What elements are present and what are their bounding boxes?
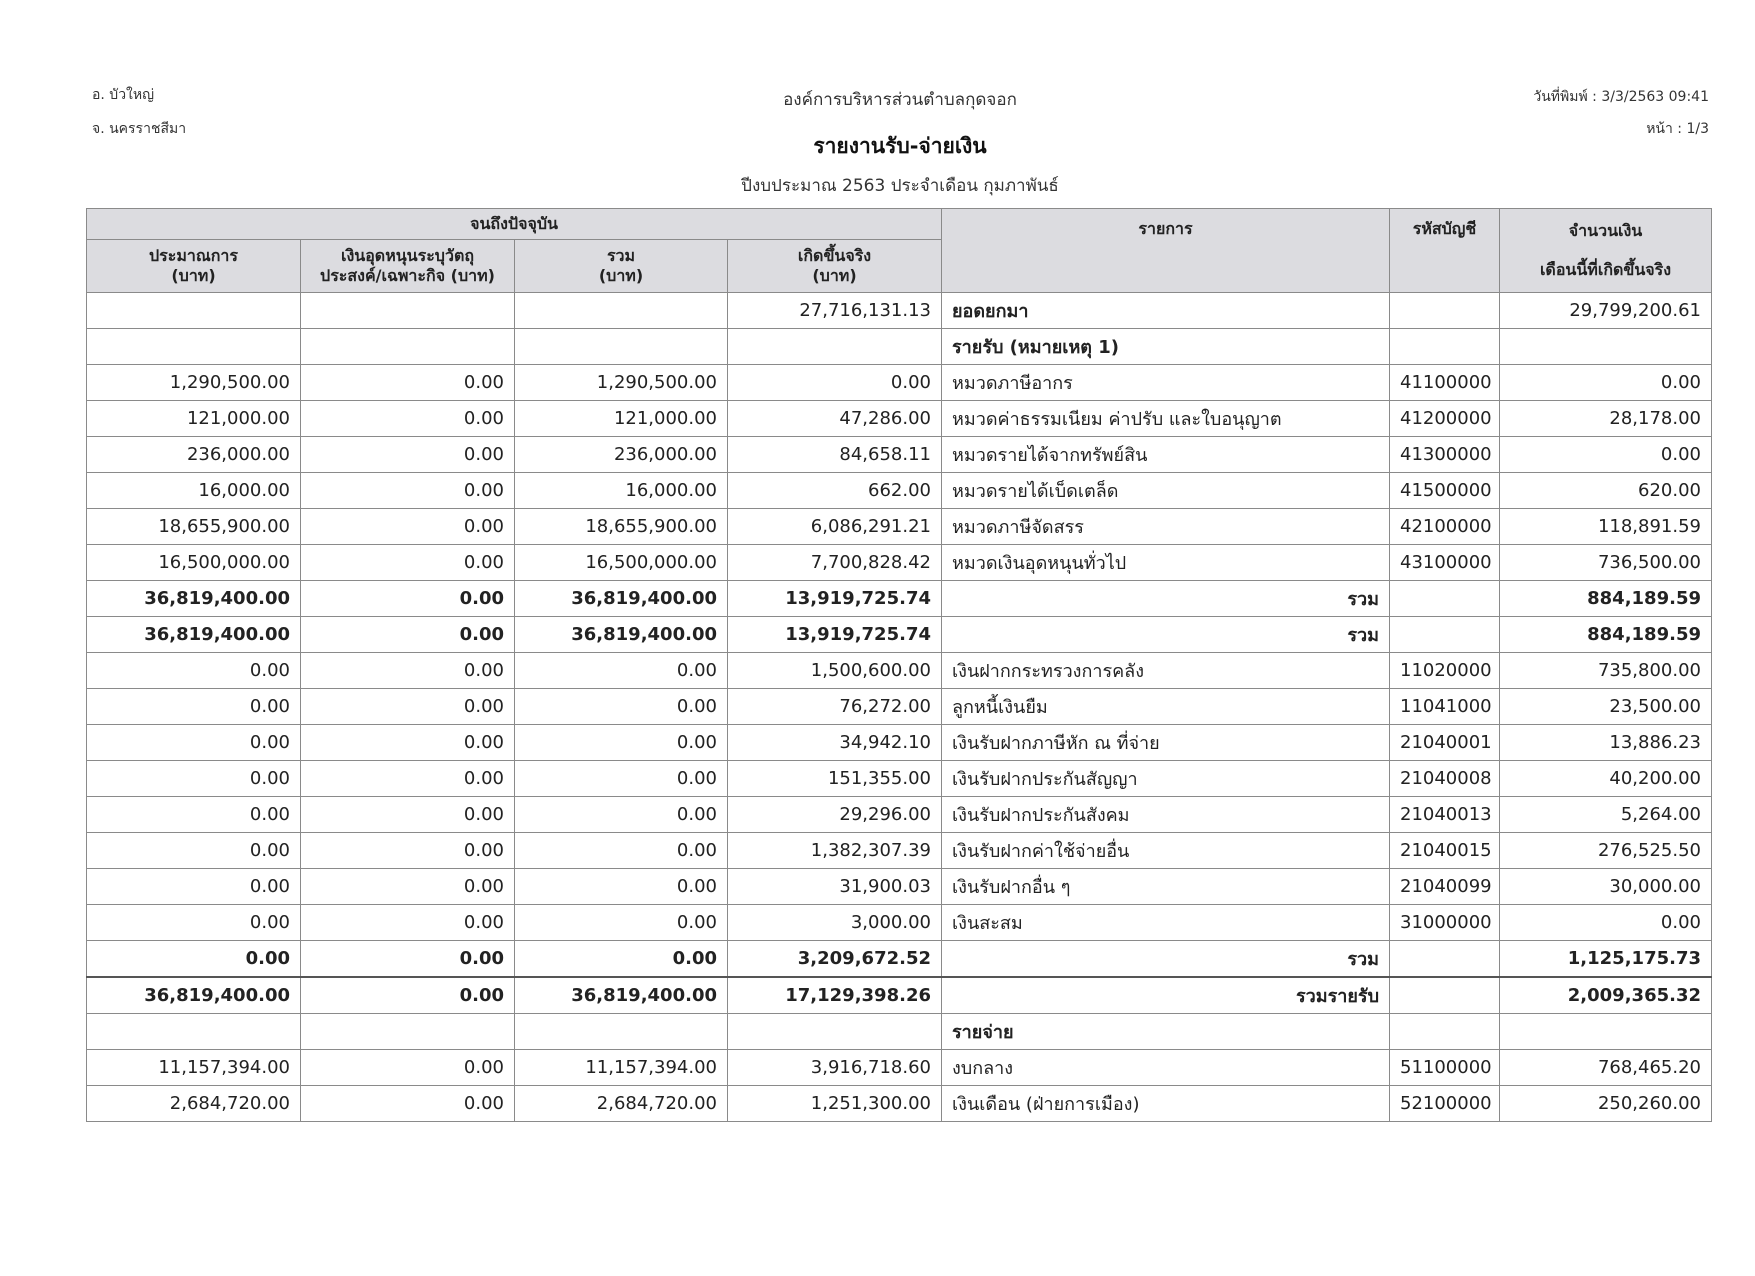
cell-actual: 1,382,307.39 <box>728 833 942 869</box>
subsidy-header-line2: ประสงค์/เฉพาะกิจ (บาท) <box>320 266 495 285</box>
cell-total: 36,819,400.00 <box>515 977 728 1014</box>
cell-actual: 3,209,672.52 <box>728 941 942 978</box>
cell-estimate: 18,655,900.00 <box>87 509 301 545</box>
cell-estimate <box>87 329 301 365</box>
cell-code: 51100000 <box>1390 1050 1500 1086</box>
cell-subsidy: 0.00 <box>301 797 515 833</box>
cell-subsidy: 0.00 <box>301 509 515 545</box>
cell-item: หมวดภาษีจัดสรร <box>942 509 1390 545</box>
cell-month: 29,799,200.61 <box>1500 293 1712 329</box>
item-column-header: รายการ <box>942 209 1390 293</box>
table-row <box>87 545 1712 581</box>
table-row <box>87 401 1712 437</box>
cell-item: รวม <box>942 617 1390 653</box>
cell-item: เงินสะสม <box>942 905 1390 941</box>
subsidy-header-line1: เงินอุดหนุนระบุวัตถุ <box>340 246 475 265</box>
total-header-line1: รวม <box>606 246 636 265</box>
cell-code: 21040013 <box>1390 797 1500 833</box>
cell-actual: 17,129,398.26 <box>728 977 942 1014</box>
cell-subsidy <box>301 1014 515 1050</box>
cell-month: 13,886.23 <box>1500 725 1712 761</box>
cell-code: 41200000 <box>1390 401 1500 437</box>
cell-subsidy: 0.00 <box>301 473 515 509</box>
cell-total: 0.00 <box>515 761 728 797</box>
cell-item: รายจ่าย <box>942 1014 1390 1050</box>
cell-month <box>1500 1014 1712 1050</box>
cell-item: เงินรับฝากอื่น ๆ <box>942 869 1390 905</box>
table-row <box>87 1050 1712 1086</box>
cell-total: 0.00 <box>515 653 728 689</box>
cell-estimate: 0.00 <box>87 905 301 941</box>
cell-code: 41500000 <box>1390 473 1500 509</box>
cell-actual: 34,942.10 <box>728 725 942 761</box>
cell-total: 36,819,400.00 <box>515 617 728 653</box>
cell-total: 0.00 <box>515 941 728 978</box>
cell-actual: 29,296.00 <box>728 797 942 833</box>
cell-total: 11,157,394.00 <box>515 1050 728 1086</box>
cell-subsidy: 0.00 <box>301 905 515 941</box>
cell-month: 0.00 <box>1500 365 1712 401</box>
cell-actual: 13,919,725.74 <box>728 581 942 617</box>
actual-header-line1: เกิดขึ้นจริง <box>797 246 872 265</box>
cell-month: 118,891.59 <box>1500 509 1712 545</box>
cell-actual: 1,251,300.00 <box>728 1086 942 1122</box>
cell-month: 884,189.59 <box>1500 617 1712 653</box>
cell-code: 11041000 <box>1390 689 1500 725</box>
cell-item: หมวดรายได้จากทรัพย์สิน <box>942 437 1390 473</box>
report-title: รายงานรับ-จ่ายเงิน <box>813 134 987 158</box>
cell-code: 21040099 <box>1390 869 1500 905</box>
cell-code: 11020000 <box>1390 653 1500 689</box>
cell-subsidy: 0.00 <box>301 437 515 473</box>
district-label: อ. บัวใหญ่ <box>92 87 155 103</box>
cell-estimate: 0.00 <box>87 833 301 869</box>
cell-code: 21040008 <box>1390 761 1500 797</box>
cell-total <box>515 293 728 329</box>
total-header-line2: (บาท) <box>598 266 644 285</box>
print-date: วันที่พิมพ์ : 3/3/2563 09:41 <box>1533 89 1709 105</box>
cell-total: 0.00 <box>515 869 728 905</box>
table-row <box>87 797 1712 833</box>
cell-month: 620.00 <box>1500 473 1712 509</box>
cell-estimate: 236,000.00 <box>87 437 301 473</box>
cell-total: 18,655,900.00 <box>515 509 728 545</box>
cell-total: 2,684,720.00 <box>515 1086 728 1122</box>
cell-subsidy: 0.00 <box>301 761 515 797</box>
organization-name: องค์การบริหารส่วนตำบลกุดจอก <box>783 90 1017 110</box>
to-date-group-header: จนถึงปัจจุบัน <box>87 209 942 240</box>
cell-estimate: 0.00 <box>87 653 301 689</box>
cell-code: 52100000 <box>1390 1086 1500 1122</box>
cell-subsidy: 0.00 <box>301 725 515 761</box>
cell-month: 0.00 <box>1500 905 1712 941</box>
cell-actual: 0.00 <box>728 365 942 401</box>
cell-total: 0.00 <box>515 905 728 941</box>
cell-estimate: 0.00 <box>87 689 301 725</box>
cell-month: 5,264.00 <box>1500 797 1712 833</box>
cell-total: 236,000.00 <box>515 437 728 473</box>
cell-subsidy: 0.00 <box>301 581 515 617</box>
cell-subsidy: 0.00 <box>301 1050 515 1086</box>
cell-item: รวมรายรับ <box>942 977 1390 1014</box>
table-row <box>87 1086 1712 1122</box>
cell-actual: 84,658.11 <box>728 437 942 473</box>
cell-item: รวม <box>942 581 1390 617</box>
cell-code: 42100000 <box>1390 509 1500 545</box>
cell-estimate <box>87 1014 301 1050</box>
table-row <box>87 653 1712 689</box>
cell-month: 23,500.00 <box>1500 689 1712 725</box>
cell-subsidy: 0.00 <box>301 365 515 401</box>
cell-actual: 76,272.00 <box>728 689 942 725</box>
estimate-column-header <box>87 240 301 293</box>
table-row <box>87 581 1712 617</box>
cell-actual: 6,086,291.21 <box>728 509 942 545</box>
estimate-header-line1: ประมาณการ <box>149 246 238 265</box>
cell-code <box>1390 329 1500 365</box>
table-row <box>87 905 1712 941</box>
cell-total: 0.00 <box>515 725 728 761</box>
cell-month: 0.00 <box>1500 437 1712 473</box>
cell-subsidy: 0.00 <box>301 941 515 978</box>
cell-item: รายรับ (หมายเหตุ 1) <box>942 329 1390 365</box>
cell-total: 0.00 <box>515 797 728 833</box>
cell-total: 16,000.00 <box>515 473 728 509</box>
cell-actual: 27,716,131.13 <box>728 293 942 329</box>
table-body <box>87 293 1712 1122</box>
cell-subsidy: 0.00 <box>301 401 515 437</box>
page-number: หน้า : 1/3 <box>1646 121 1709 137</box>
table-row <box>87 941 1712 978</box>
cell-actual: 1,500,600.00 <box>728 653 942 689</box>
actual-column-header <box>728 240 942 293</box>
cell-estimate: 2,684,720.00 <box>87 1086 301 1122</box>
report-subtitle: ปีงบประมาณ 2563 ประจำเดือน กุมภาพันธ์ <box>741 176 1059 196</box>
cell-actual <box>728 1014 942 1050</box>
subsidy-column-header <box>301 240 515 293</box>
cell-item: ยอดยกมา <box>942 293 1390 329</box>
cell-estimate: 0.00 <box>87 797 301 833</box>
cell-subsidy <box>301 329 515 365</box>
cell-code: 41100000 <box>1390 365 1500 401</box>
cell-item: หมวดเงินอุดหนุนทั่วไป <box>942 545 1390 581</box>
cell-month <box>1500 329 1712 365</box>
province-label: จ. นครราชสีมา <box>92 121 187 137</box>
table-row <box>87 473 1712 509</box>
cell-subsidy: 0.00 <box>301 869 515 905</box>
table-row <box>87 725 1712 761</box>
table-row <box>87 509 1712 545</box>
table-row <box>87 833 1712 869</box>
cell-subsidy: 0.00 <box>301 689 515 725</box>
table-row <box>87 977 1712 1014</box>
cell-item: เงินเดือน (ฝ่ายการเมือง) <box>942 1086 1390 1122</box>
cell-actual: 3,000.00 <box>728 905 942 941</box>
cell-estimate: 36,819,400.00 <box>87 977 301 1014</box>
cell-subsidy: 0.00 <box>301 545 515 581</box>
cell-item: ลูกหนี้เงินยืม <box>942 689 1390 725</box>
cell-total: 0.00 <box>515 689 728 725</box>
cell-subsidy: 0.00 <box>301 1086 515 1122</box>
cell-month: 250,260.00 <box>1500 1086 1712 1122</box>
cell-month: 276,525.50 <box>1500 833 1712 869</box>
cell-code <box>1390 977 1500 1014</box>
cell-estimate: 11,157,394.00 <box>87 1050 301 1086</box>
table-row <box>87 437 1712 473</box>
actual-header-line2: (บาท) <box>812 266 857 285</box>
cell-total: 1,290,500.00 <box>515 365 728 401</box>
cell-code <box>1390 617 1500 653</box>
cell-code <box>1390 581 1500 617</box>
cell-item: เงินรับฝากค่าใช้จ่ายอื่น <box>942 833 1390 869</box>
cell-item: เงินรับฝากประกันสังคม <box>942 797 1390 833</box>
cell-estimate: 16,000.00 <box>87 473 301 509</box>
cell-month: 30,000.00 <box>1500 869 1712 905</box>
table-row <box>87 761 1712 797</box>
cell-estimate: 36,819,400.00 <box>87 581 301 617</box>
cell-estimate: 0.00 <box>87 869 301 905</box>
cell-code: 21040001 <box>1390 725 1500 761</box>
cell-item: เงินรับฝากประกันสัญญา <box>942 761 1390 797</box>
receipt-expense-table <box>86 208 1712 1122</box>
cell-code: 31000000 <box>1390 905 1500 941</box>
cell-estimate: 121,000.00 <box>87 401 301 437</box>
cell-subsidy: 0.00 <box>301 653 515 689</box>
cell-subsidy: 0.00 <box>301 833 515 869</box>
cell-item: หมวดรายได้เบ็ดเตล็ด <box>942 473 1390 509</box>
cell-estimate: 36,819,400.00 <box>87 617 301 653</box>
cell-total <box>515 1014 728 1050</box>
cell-subsidy <box>301 293 515 329</box>
cell-code <box>1390 941 1500 978</box>
cell-month: 736,500.00 <box>1500 545 1712 581</box>
cell-month: 884,189.59 <box>1500 581 1712 617</box>
total-column-header <box>515 240 728 293</box>
cell-total: 36,819,400.00 <box>515 581 728 617</box>
cell-actual: 3,916,718.60 <box>728 1050 942 1086</box>
cell-code <box>1390 293 1500 329</box>
cell-total: 121,000.00 <box>515 401 728 437</box>
cell-month: 28,178.00 <box>1500 401 1712 437</box>
amount-header-line1: จำนวนเงิน <box>1568 221 1643 240</box>
cell-actual: 662.00 <box>728 473 942 509</box>
cell-month: 2,009,365.32 <box>1500 977 1712 1014</box>
table-row <box>87 617 1712 653</box>
table-row <box>87 1014 1712 1050</box>
cell-subsidy: 0.00 <box>301 617 515 653</box>
cell-estimate <box>87 293 301 329</box>
cell-code: 41300000 <box>1390 437 1500 473</box>
table-row <box>87 293 1712 329</box>
cell-month: 1,125,175.73 <box>1500 941 1712 978</box>
cell-month: 768,465.20 <box>1500 1050 1712 1086</box>
table-row <box>87 329 1712 365</box>
table-row <box>87 365 1712 401</box>
cell-actual <box>728 329 942 365</box>
cell-item: หมวดภาษีอากร <box>942 365 1390 401</box>
account-code-column-header: รหัสบัญชี <box>1390 209 1500 293</box>
cell-subsidy: 0.00 <box>301 977 515 1014</box>
cell-actual: 31,900.03 <box>728 869 942 905</box>
amount-header-line2: เดือนนี้ที่เกิดขึ้นจริง <box>1539 260 1672 279</box>
cell-estimate: 0.00 <box>87 725 301 761</box>
cell-item: รวม <box>942 941 1390 978</box>
cell-actual: 151,355.00 <box>728 761 942 797</box>
cell-estimate: 0.00 <box>87 761 301 797</box>
cell-item: งบกลาง <box>942 1050 1390 1086</box>
amount-column-header <box>1500 209 1712 293</box>
cell-month: 735,800.00 <box>1500 653 1712 689</box>
cell-item: เงินรับฝากภาษีหัก ณ ที่จ่าย <box>942 725 1390 761</box>
cell-estimate: 0.00 <box>87 941 301 978</box>
cell-estimate: 16,500,000.00 <box>87 545 301 581</box>
cell-actual: 47,286.00 <box>728 401 942 437</box>
cell-actual: 13,919,725.74 <box>728 617 942 653</box>
cell-total: 16,500,000.00 <box>515 545 728 581</box>
cell-item: เงินฝากกระทรวงการคลัง <box>942 653 1390 689</box>
cell-code: 21040015 <box>1390 833 1500 869</box>
cell-item: หมวดค่าธรรมเนียม ค่าปรับ และใบอนุญาต <box>942 401 1390 437</box>
cell-code: 43100000 <box>1390 545 1500 581</box>
cell-estimate: 1,290,500.00 <box>87 365 301 401</box>
cell-month: 40,200.00 <box>1500 761 1712 797</box>
table-row <box>87 689 1712 725</box>
table-row <box>87 869 1712 905</box>
cell-total <box>515 329 728 365</box>
estimate-header-line2: (บาท) <box>171 266 216 285</box>
cell-code <box>1390 1014 1500 1050</box>
cell-actual: 7,700,828.42 <box>728 545 942 581</box>
cell-total: 0.00 <box>515 833 728 869</box>
